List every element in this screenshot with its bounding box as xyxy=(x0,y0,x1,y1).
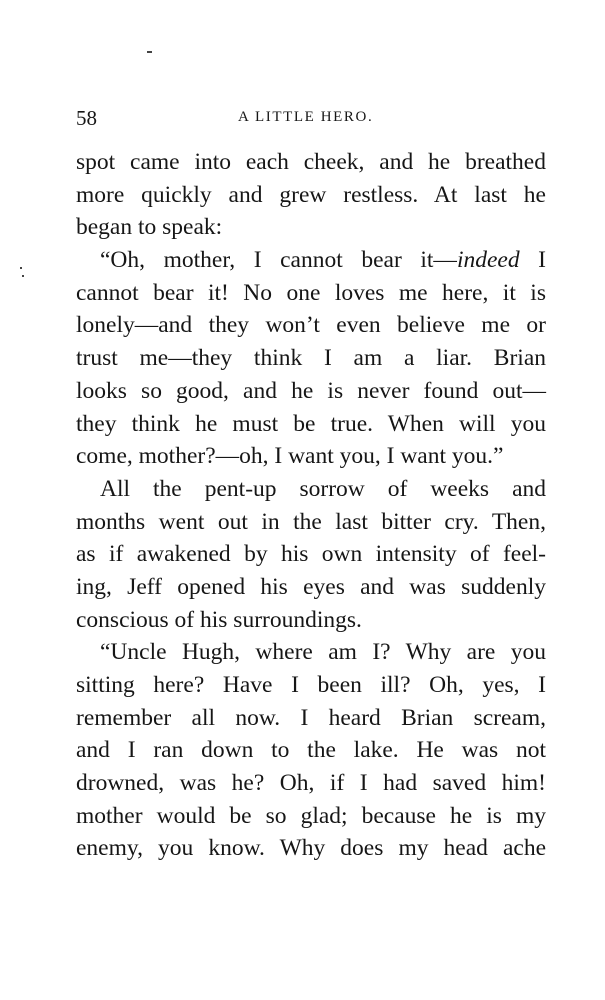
text-line: come, mother?—oh, I want you, I want you.” xyxy=(76,443,504,470)
text-line: trust me—they think I am a liar. Brian xyxy=(76,345,546,372)
text-line: lonely—and they won’t even believe me or xyxy=(76,312,546,339)
text-line: cannot bear it! No one loves me here, it is xyxy=(76,279,546,306)
text-line: and I ran down to the lake. He was not xyxy=(76,737,546,764)
text-line: spot came into each cheek, and he breathed xyxy=(76,149,546,175)
body-text xyxy=(76,146,546,865)
text-line: enemy, you know. Why does my head ache xyxy=(76,835,546,862)
text-line: mother would be so glad; because he is my xyxy=(76,802,546,829)
text-line xyxy=(76,244,546,277)
print-speck xyxy=(22,275,24,277)
text-line: All the pent-up sorrow of weeks and xyxy=(100,475,546,502)
running-head: A LITTLE HERO. xyxy=(238,109,374,125)
text-line: began to speak: xyxy=(76,214,223,241)
text-span: I xyxy=(519,247,546,274)
text-line: more quickly and grew restless. At last he xyxy=(76,181,546,208)
text-line: remember all now. I heard Brian scream, xyxy=(76,704,546,731)
text-line: conscious of his surroundings. xyxy=(76,606,362,633)
page-number: 58 xyxy=(76,106,97,130)
print-speck xyxy=(147,51,152,53)
text-line: they think he must be true. When will you xyxy=(76,410,546,437)
text-line: ing, Jeff opened his eyes and was suddenly xyxy=(76,573,546,600)
text-line: looks so good, and he is never found out— xyxy=(76,377,546,404)
italic-word: indeed xyxy=(456,247,520,274)
text-span: “Oh, mother, I cannot bear it— xyxy=(100,247,457,274)
page-header xyxy=(76,106,546,130)
text-line: drowned, was he? Oh, if I had saved him! xyxy=(76,770,546,797)
text-line: as if awakened by his own intensity of feel- xyxy=(76,541,546,568)
text-line: months went out in the last bitter cry. Then, xyxy=(76,508,546,535)
text-line: sitting here? Have I been ill? Oh, yes, I xyxy=(76,672,546,698)
print-speck xyxy=(20,267,22,269)
text-line: “Uncle Hugh, where am I? Why are you xyxy=(100,639,546,666)
